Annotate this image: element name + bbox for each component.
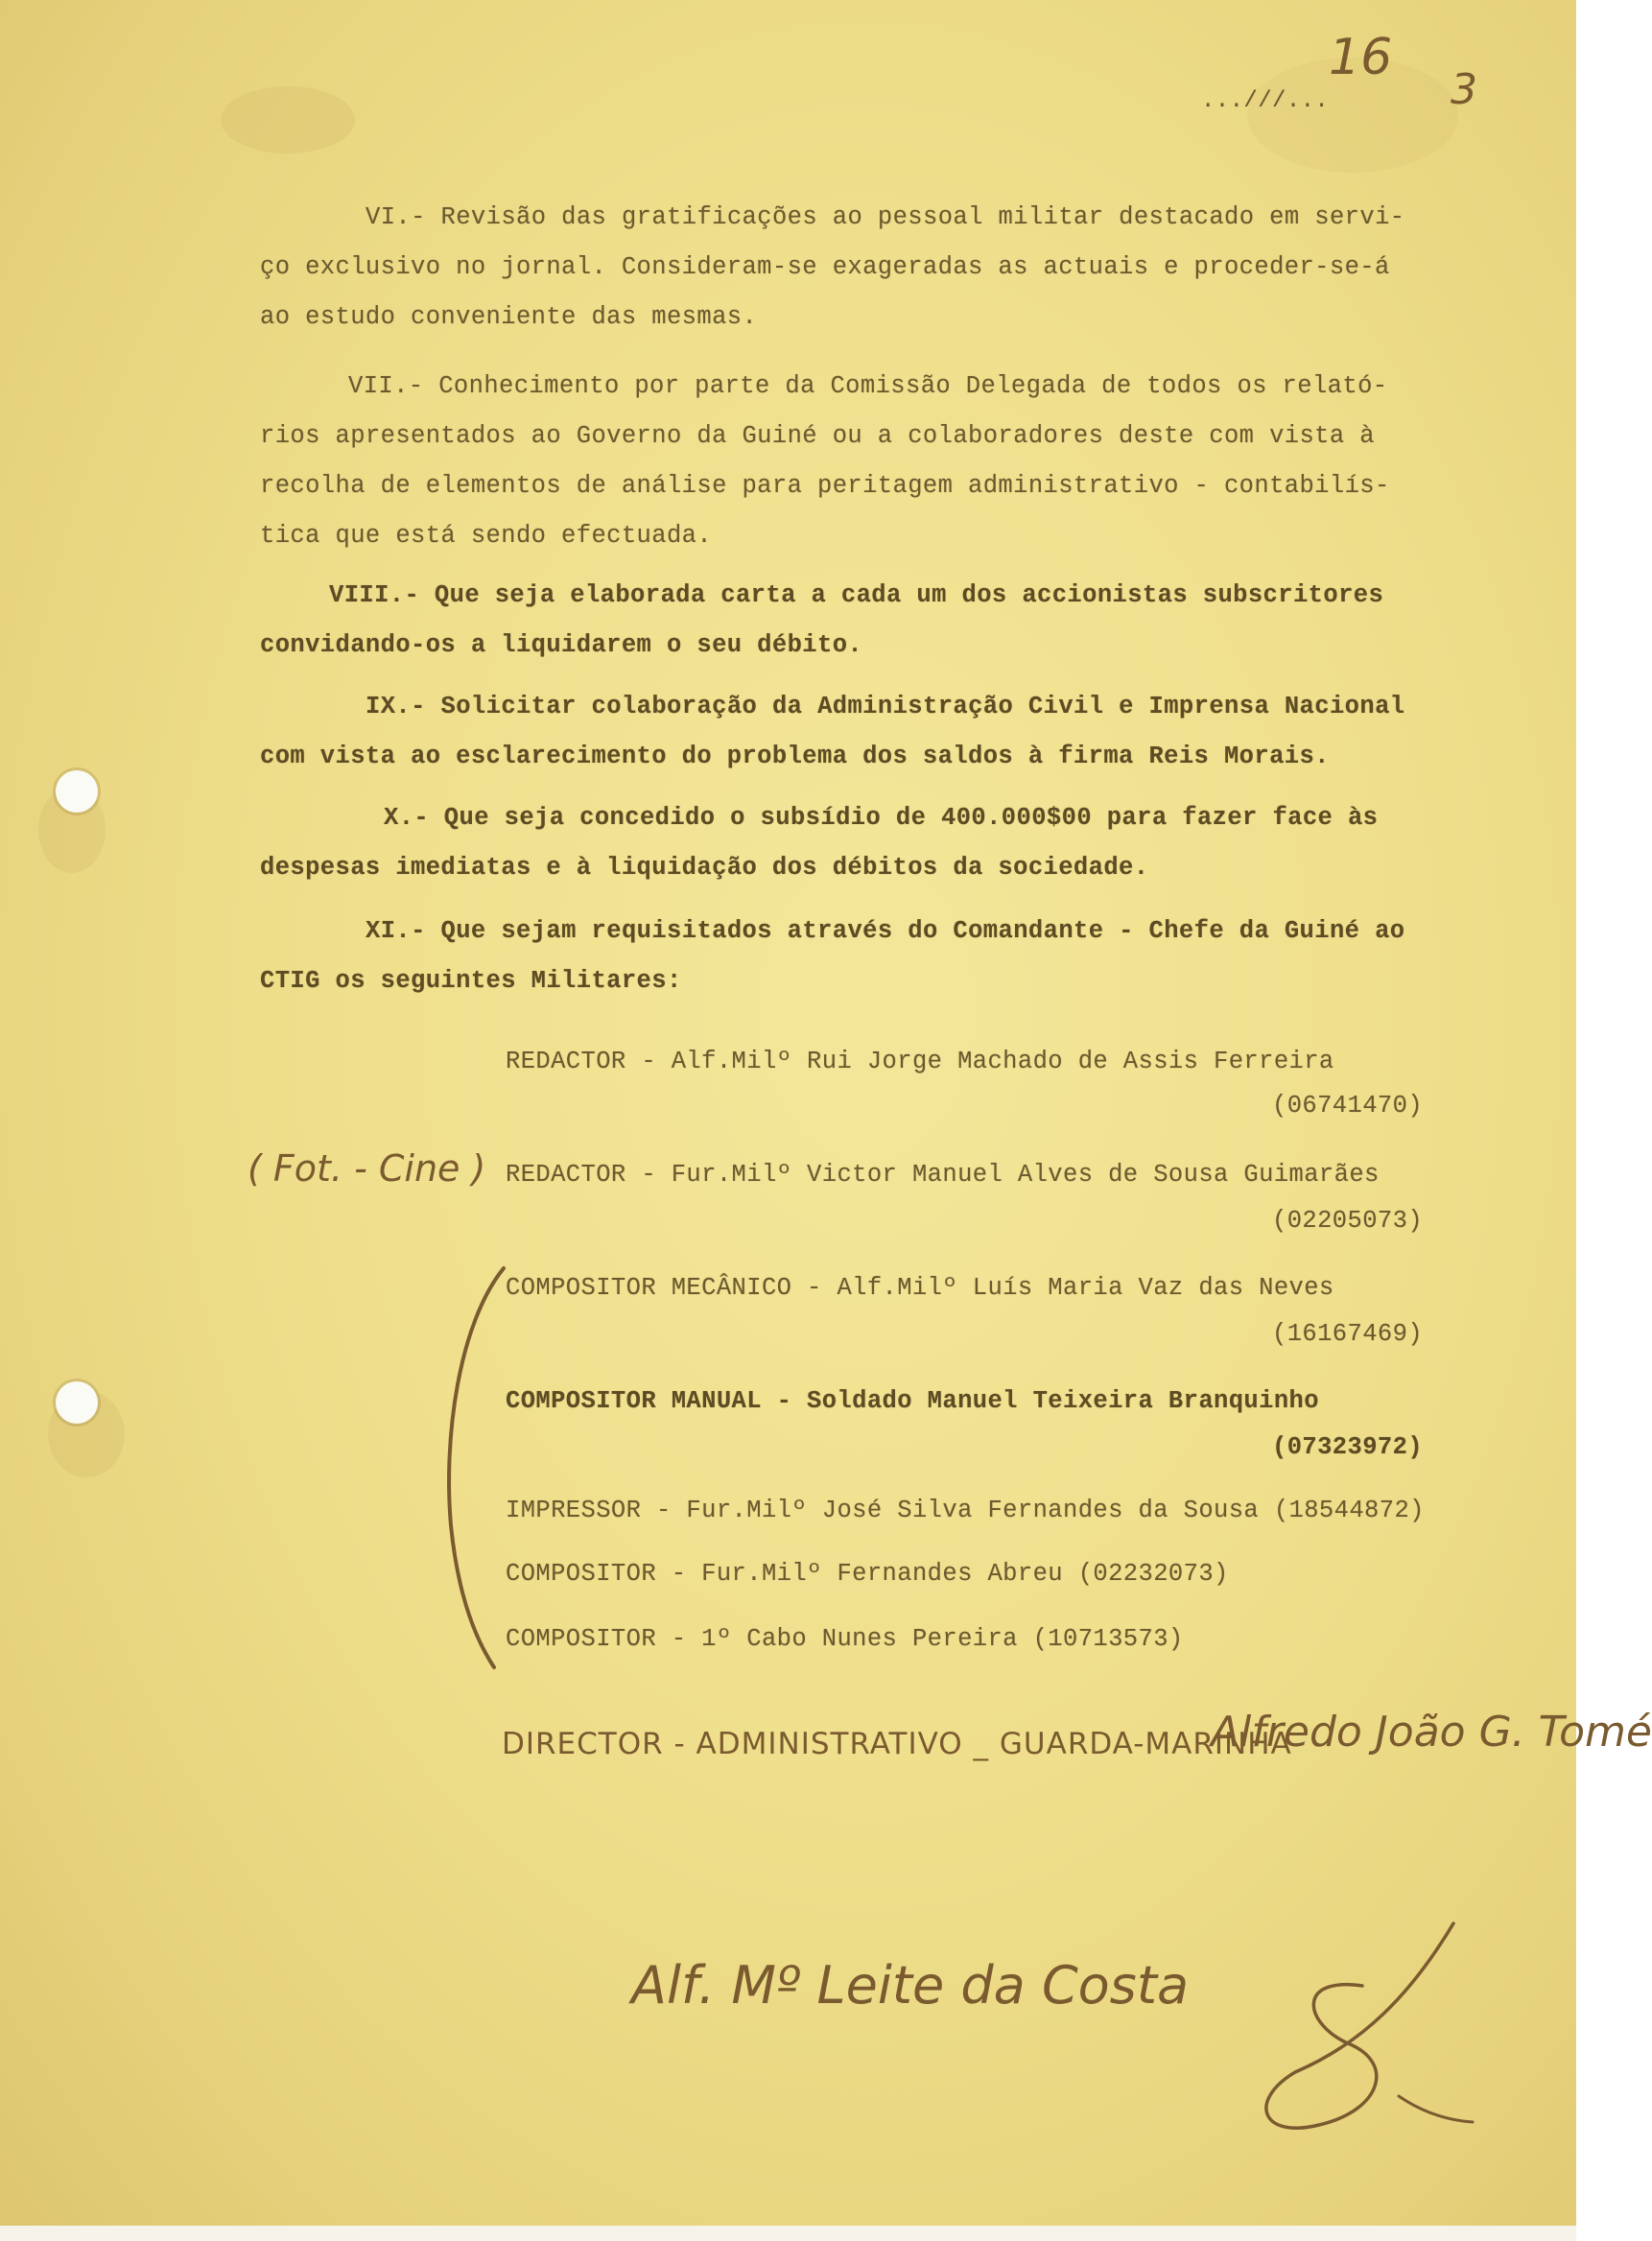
text-line: ao estudo conveniente das mesmas. bbox=[260, 303, 758, 331]
page-number-dots: ...///... bbox=[1201, 88, 1330, 114]
text-line: VII.- Conhecimento por parte da Comissão Delegada de todos os relató- bbox=[348, 372, 1388, 400]
military-entry: REDACTOR - Alf.Milº Rui Jorge Machado de Assis Ferreira bbox=[506, 1048, 1334, 1075]
text-line: IX.- Solicitar colaboração da Administração Civil e Imprensa Nacional bbox=[366, 693, 1405, 720]
text-line: tica que está sendo efectuada. bbox=[260, 522, 713, 550]
margin-note-handwritten: ( Fot. - Cine ) bbox=[248, 1147, 486, 1190]
scan-bottom-edge bbox=[0, 2226, 1576, 2241]
military-number: (06741470) bbox=[1272, 1092, 1424, 1120]
military-entry: COMPOSITOR - Fur.Milº Fernandes Abreu (02232073) bbox=[506, 1560, 1229, 1588]
bottom-note-handwritten: Alf. Mº Leite da Costa bbox=[631, 1955, 1190, 2016]
military-number: (16167469) bbox=[1272, 1320, 1424, 1348]
text-line: X.- Que seja concedido o subsídio de 400.000$00 para fazer face às bbox=[384, 804, 1379, 832]
military-entry: IMPRESSOR - Fur.Milº José Silva Fernandes da Sousa (18544872) bbox=[506, 1497, 1425, 1524]
military-entry: REDACTOR - Fur.Milº Victor Manuel Alves de Sousa Guimarães bbox=[506, 1161, 1380, 1189]
circled-page-number: 3 bbox=[1451, 65, 1477, 114]
text-line: VIII.- Que seja elaborada carta a cada um dos accionistas subscritores bbox=[329, 581, 1384, 609]
director-title-handwritten: DIRECTOR - ADMINISTRATIVO _ GUARDA-MARINHA bbox=[502, 1727, 1292, 1761]
text-line: despesas imediatas e à liquidação dos débitos da sociedade. bbox=[260, 854, 1149, 882]
handwritten-page-number: 16 bbox=[1329, 29, 1393, 86]
military-number: (02205073) bbox=[1272, 1207, 1424, 1235]
text-line: XI.- Que sejam requisitados através do Comandante - Chefe da Guiné ao bbox=[366, 917, 1405, 945]
text-line: VI.- Revisão das gratificações ao pessoal militar destacado em servi- bbox=[366, 203, 1405, 231]
director-signature: Alfredo João G. Tomé bbox=[1211, 1708, 1652, 1757]
military-entry: COMPOSITOR MANUAL - Soldado Manuel Teixeira Branquinho bbox=[506, 1387, 1319, 1415]
military-number: (07323972) bbox=[1272, 1433, 1424, 1461]
text-line: com vista ao esclarecimento do problema dos saldos à firma Reis Morais. bbox=[260, 743, 1330, 770]
military-entry: COMPOSITOR MECÂNICO - Alf.Milº Luís Maria Vaz das Neves bbox=[506, 1274, 1334, 1302]
text-line: convidando-os a liquidarem o seu débito. bbox=[260, 631, 863, 659]
text-line: rios apresentados ao Governo da Guiné ou a colaboradores deste com vista à bbox=[260, 422, 1375, 450]
text-line: ço exclusivo no jornal. Consideram-se exageradas as actuais e proceder-se-á bbox=[260, 253, 1390, 281]
military-entry: COMPOSITOR - 1º Cabo Nunes Pereira (10713573) bbox=[506, 1625, 1184, 1653]
text-line: recolha de elementos de análise para peritagem administrativo - contabilís- bbox=[260, 472, 1390, 500]
text-line: CTIG os seguintes Militares: bbox=[260, 967, 682, 995]
